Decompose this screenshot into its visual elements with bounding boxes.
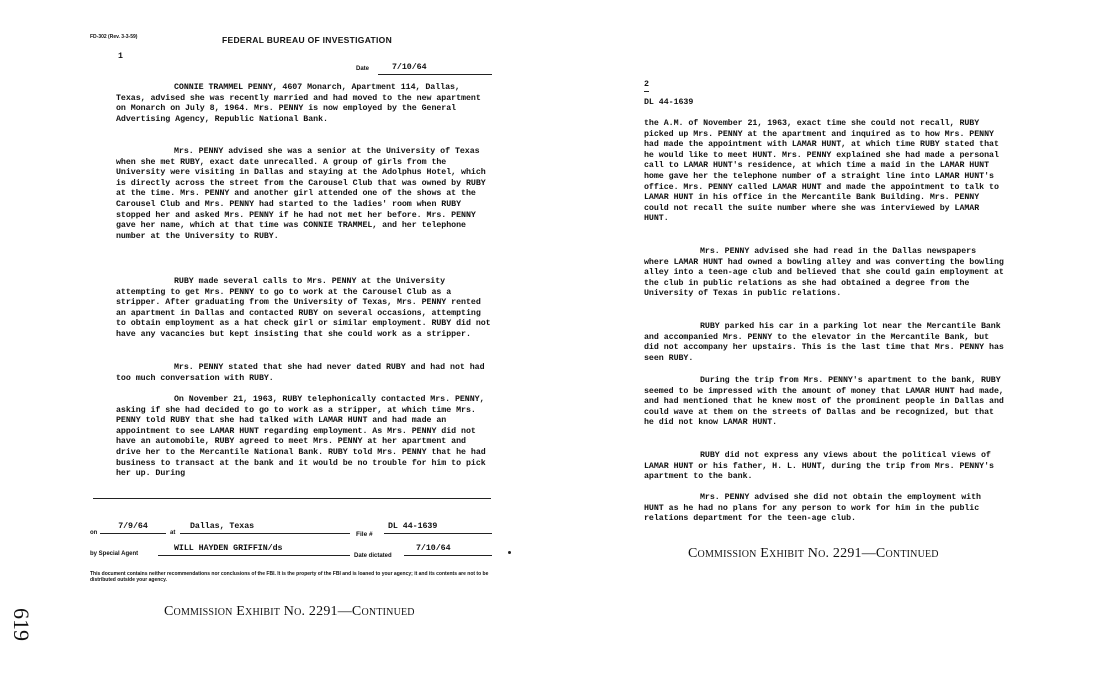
right-para-2: Mrs. PENNY advised she had read in the Dallas newspapers where LAMAR HUNT had owned a bowling alley and was converting the bowling alley into a teen-age club and believed that she could gain employment at the club in public relations as she had obtained a degree from the University of Texas in public relations. bbox=[644, 247, 1004, 299]
dictated-value: 7/10/64 bbox=[404, 544, 492, 556]
on-value: 7/9/64 bbox=[100, 522, 166, 534]
right-page-number: 2 bbox=[644, 80, 649, 92]
right-para-1: the A.M. of November 21, 1963, exact time she could not recall, RUBY picked up Mrs. PENNY at the apartment and inquired as to how Mrs. PENNY had made the appointment with LAMAR HUNT, at which time RUBY stated that he would like to meet HUNT. Mrs. PENNY explained she had made a personal call to LAMAR HUNT's residence, at which time a maid in the LAMAR HUNT home gave her the telephone number of a straight line into LAMAR HUNT's office. Mrs. PENNY called LAMAR HUNT and made the appointment to talk to LAMAR HUNT in his office in the Mercantile Bank Building. Mrs. PENNY could not recall the suite number where she was interviewed by LAMAR HUNT. bbox=[644, 119, 999, 224]
agent-value: WILL HAYDEN GRIFFIN/ds bbox=[158, 544, 350, 556]
at-label: at bbox=[170, 530, 176, 536]
date-value: 7/10/64 bbox=[392, 63, 427, 72]
on-label: on bbox=[90, 530, 98, 536]
bullet-mark bbox=[508, 551, 511, 554]
left-para-3: RUBY made several calls to Mrs. PENNY at the University attempting to get Mrs. PENNY to go to work at the Carousel Club as a stripper. After graduating from the University of Texas, Mrs. PENNY rented an apartment in Dallas and contacted RUBY on several occasions, attempting to obtain employment as a hat check girl or similar employment. RUBY did not have any vacancies but kept insisting that she could work as a stripper. bbox=[116, 277, 491, 339]
right-file-ref: DL 44-1639 bbox=[644, 98, 694, 107]
left-para-4: Mrs. PENNY stated that she had never dated RUBY and had not had too much conversation with RUBY. bbox=[116, 363, 485, 383]
disclaimer: This document contains neither recommendations nor conclusions of the FBI. It is the property of the FBI and is loaned to your agency; it and its contents are not to be distributed outside your agency. bbox=[90, 571, 489, 583]
left-para-1: CONNIE TRAMMEL PENNY, 4607 Monarch, Apartment 114, Dallas, Texas, advised she was recently married and had moved to the new apartment on Monarch on July 8, 1964. Mrs. PENNY is now employed by the General Advertising Agency, Republic National Bank. bbox=[116, 83, 481, 124]
dictated-label: Date dictated bbox=[354, 553, 392, 559]
footer-divider bbox=[93, 498, 491, 499]
form-code: FD-302 (Rev. 3-3-59) bbox=[90, 34, 138, 40]
page-mark: 1 bbox=[118, 52, 123, 61]
agency-header: FEDERAL BUREAU OF INVESTIGATION bbox=[222, 35, 393, 45]
left-para-2: Mrs. PENNY advised she was a senior at the University of Texas when she met RUBY, exact date unrecalled. A group of girls from the University were visiting in Dallas and staying at the Adolphus Hotel, which is directly across the street from the Carousel Club that was owned by RUBY at the time. Mrs. PENNY and another girl attended one of the shows at the Carousel Club and Mrs. PENNY had started to the ladies' room when RUBY stopped her and asked Mrs. PENNY if he had not met her before. Mrs. PENNY gave her name, which at that time was CONNIE TRAMMEL, and her telephone number at the University to RUBY. bbox=[116, 147, 486, 241]
right-para-3: RUBY parked his car in a parking lot near the Mercantile Bank and accompanied Mrs. PENNY to the elevator in the Mercantile Bank, but did not accompany her upstairs. This is the last time that Mrs. PENNY has seen RUBY. bbox=[644, 322, 1004, 363]
agent-label: by Special Agent bbox=[90, 551, 139, 557]
date-value-wrap bbox=[378, 63, 492, 75]
left-para-5: On November 21, 1963, RUBY telephonically contacted Mrs. PENNY, asking if she had decided to go to work as a stripper, at which time Mrs. PENNY told RUBY that she had talked with LAMAR HUNT and had made an appointment to see LAMAR HUNT regarding employment. As Mrs. PENNY did not have an automobile, RUBY agreed to meet Mrs. PENNY at her apartment and drive her to the Mercantile National Bank. RUBY told Mrs. PENNY that he had business to transact at the bank and it would be no trouble for him to pick her up. During bbox=[116, 395, 486, 479]
right-para-4: During the trip from Mrs. PENNY's apartment to the bank, RUBY seemed to be impressed with the amount of money that LAMAR HUNT had made, and had mentioned that he knew most of the prominent people in Dallas and could wave at them on the streets of Dallas and be recognized, but that he did not know LAMAR HUNT. bbox=[644, 376, 1004, 428]
date-label: Date bbox=[356, 66, 370, 72]
file-label: File # bbox=[356, 531, 373, 538]
right-caption: Commission Exhibit No. 2291—Continued bbox=[688, 546, 939, 561]
at-value: Dallas, Texas bbox=[180, 522, 350, 534]
file-value: DL 44-1639 bbox=[384, 522, 492, 534]
right-para-5: RUBY did not express any views about the political views of LAMAR HUNT or his father, H. L. HUNT, during the trip from Mrs. PENNY's apartment to the bank. bbox=[644, 451, 994, 482]
left-caption: Commission Exhibit No. 2291—Continued bbox=[164, 604, 415, 619]
margin-page-number: 619 bbox=[9, 608, 34, 641]
right-para-6: Mrs. PENNY advised she did not obtain the employment with HUNT as he had no plans for any person to work for him in the public relations department for the teen-age club. bbox=[644, 493, 981, 524]
